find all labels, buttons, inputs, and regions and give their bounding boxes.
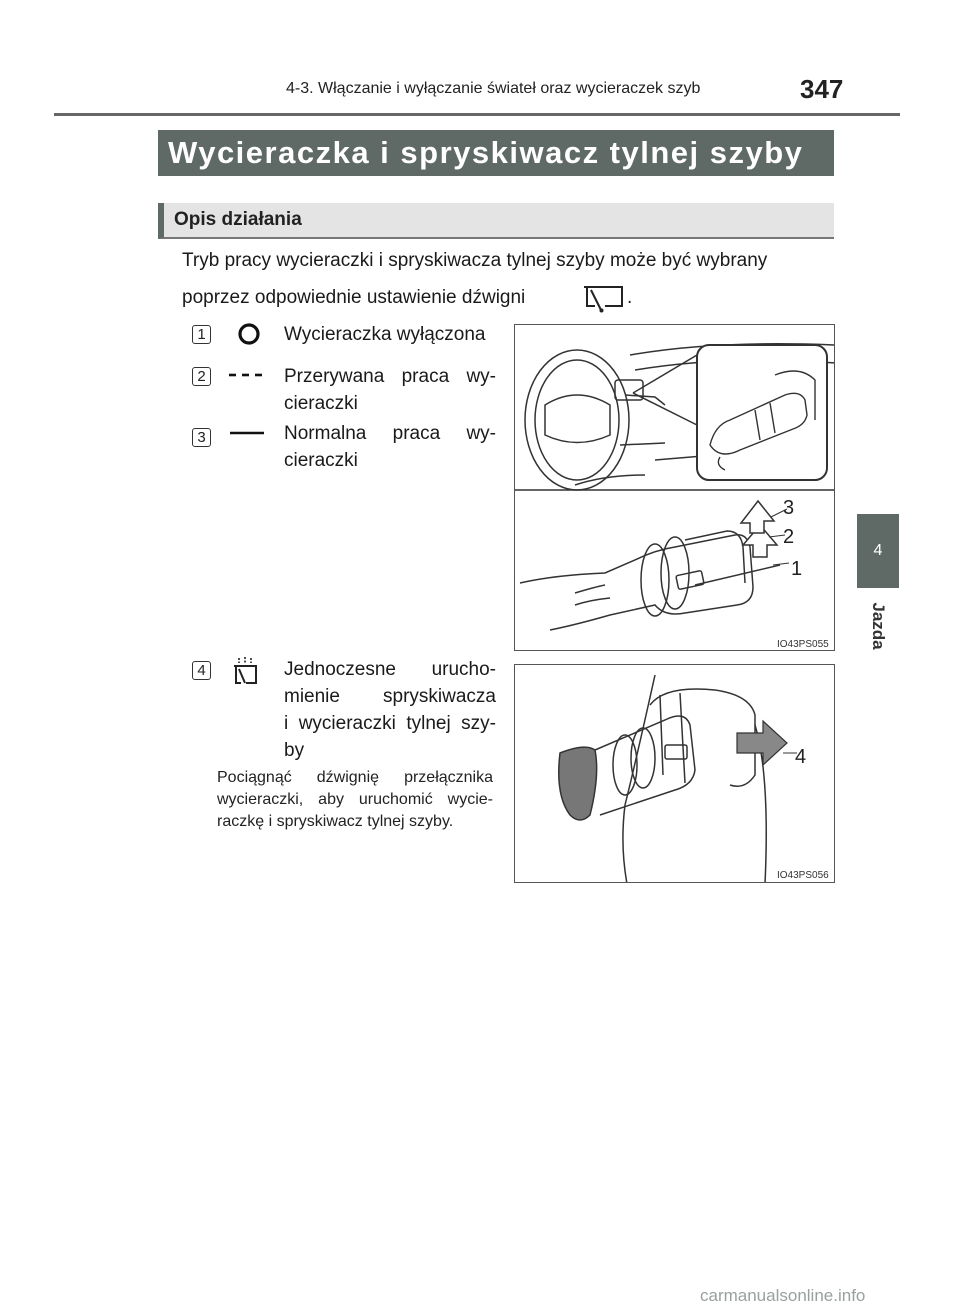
subsection-title: Opis działania <box>158 203 834 239</box>
section-header: 4-3. Włączanie i wyłączanie świateł oraz wycieraczek szyb <box>286 80 701 97</box>
intro-line-1: Tryb pracy wycieraczki i spryskiwacza tylnej szyby może być wybrany <box>182 250 768 271</box>
page-number: 347 <box>800 74 844 104</box>
item-4-line-2: mienie spryskiwacza <box>284 686 496 707</box>
washer-spray-icon <box>231 656 259 686</box>
figure-washer-pull <box>514 664 835 883</box>
item-text-3 <box>284 420 496 474</box>
item-number-4: 4 <box>192 661 211 680</box>
callout-2: 2 <box>783 526 795 548</box>
item-4-line-4: by <box>284 740 305 761</box>
item-number-1: 1 <box>192 325 211 344</box>
item-number-2: 2 <box>192 367 211 386</box>
intro-period: . <box>627 287 633 308</box>
item-2-line-2: cieraczki <box>284 393 358 414</box>
item-1-line: Wycieraczka wyłączona <box>284 324 486 345</box>
dashed-line-icon <box>228 372 264 378</box>
figure-wiper-lever-positions <box>514 324 835 651</box>
off-circle-icon <box>237 322 261 346</box>
callout-3: 3 <box>783 497 795 519</box>
watermark: carmanualsonline.info <box>700 1286 866 1305</box>
header-rule <box>54 113 900 116</box>
usage-note: Pociągnąć dźwignię przełącznika wycieraczki, aby uruchomić wycie-raczkę i spryskiwacz tylnej szyby. <box>217 769 493 830</box>
item-4-line-1: Jednoczesne urucho- <box>284 659 496 680</box>
item-number-3: 3 <box>192 428 211 447</box>
item-2-line-1: Przerywana praca wy- <box>284 366 496 387</box>
item-3-line-1: Normalna praca wy- <box>284 423 496 444</box>
callout-4: 4 <box>795 746 807 768</box>
washer-pull-illustration <box>515 665 835 883</box>
figure-code-1: IO43PS055 <box>777 639 829 650</box>
item-text-4 <box>284 656 496 764</box>
item-text-1 <box>284 321 496 348</box>
rear-wiper-lever-icon <box>582 284 624 314</box>
solid-line-icon <box>229 430 265 436</box>
item-text-2 <box>284 363 496 417</box>
item-4-line-3: i wycieraczki tylnej szy- <box>284 713 496 734</box>
callout-1: 1 <box>791 558 803 580</box>
lever-positions-illustration <box>515 325 835 651</box>
figure-code-2: IO43PS056 <box>777 870 829 881</box>
chapter-label-text: Jazda <box>869 602 888 650</box>
chapter-tab-label <box>857 596 899 656</box>
chapter-tab-number[interactable]: 4 <box>857 514 899 588</box>
item-3-line-2: cieraczki <box>284 450 358 471</box>
intro-line-2: poprzez odpowiednie ustawienie dźwigni <box>182 287 526 308</box>
page-title: Wycieraczka i spryskiwacz tylnej szyby <box>158 130 834 176</box>
